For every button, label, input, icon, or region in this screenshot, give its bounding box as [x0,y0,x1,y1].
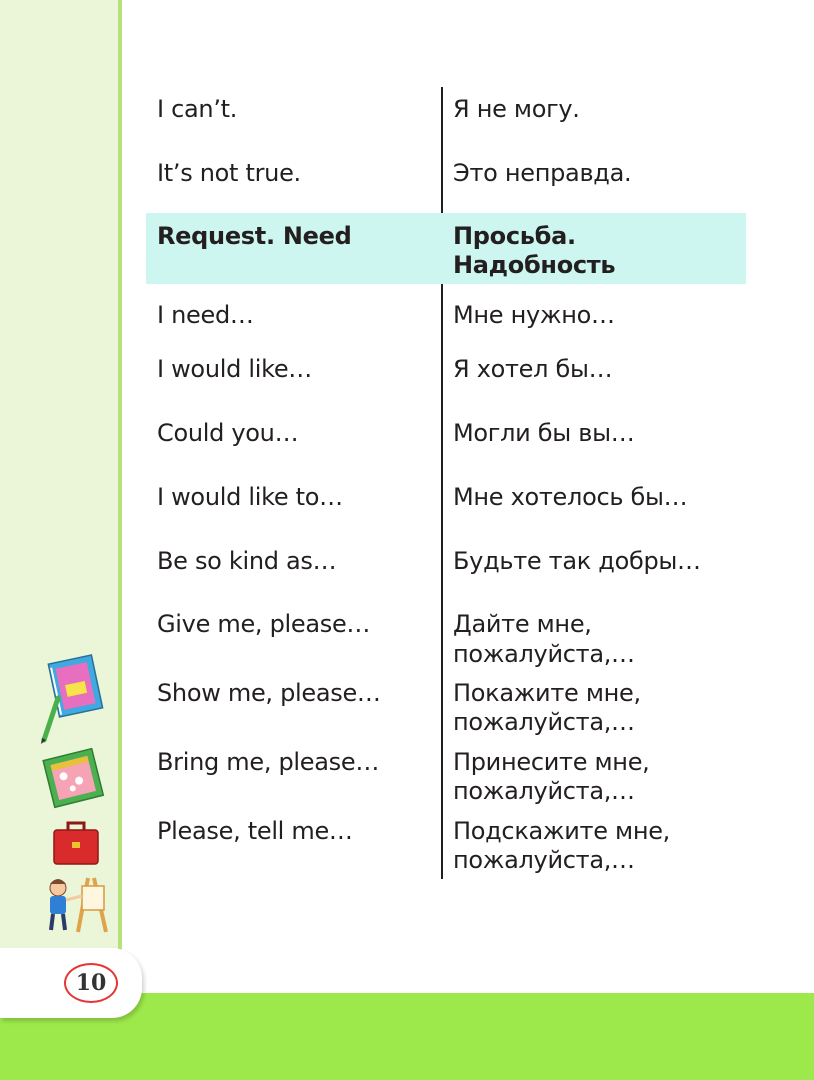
phrase-ru-line2: пожалуйста,… [453,708,635,736]
phrase-ru: Мне нужно… [453,301,615,329]
phrase-ru-line2: пожалуйста,… [453,846,635,874]
phrase-en: I can’t. [157,95,238,123]
section-title-ru-line2: Надобность [453,251,616,279]
phrase-ru: Мне хотелось бы… [453,483,688,511]
phrase-en: Be so kind as… [157,547,337,575]
phrase-en: I would like… [157,355,313,383]
phrase-en: Please, tell me… [157,817,353,845]
phrase-en: I need… [157,301,254,329]
phrase-ru: Я хотел бы… [453,355,613,383]
notebook-pencil-icon [36,654,106,744]
child-easel-icon [38,874,112,936]
briefcase-icon [46,814,106,870]
phrase-ru: Могли бы вы… [453,419,635,447]
phrase-en: Give me, please… [157,610,371,638]
phrase-ru-line1: Принесите мне, [453,748,650,776]
phrase-en: Bring me, please… [157,748,380,776]
side-margin-line [118,0,122,960]
phrase-ru: Будьте так добры… [453,547,701,575]
phrase-en: I would like to… [157,483,343,511]
section-title-ru-line1: Просьба. [453,222,576,250]
phrase-en: It’s not true. [157,159,301,187]
phrase-ru: Это неправда. [453,159,632,187]
phrase-ru-line2: пожалуйста,… [453,640,635,668]
section-title-en: Request. Need [157,222,352,250]
phrase-ru-line1: Подскажите мне, [453,817,671,845]
phrase-en: Show me, please… [157,679,381,707]
column-divider-bottom [441,284,443,879]
phrase-ru-line1: Дайте мне, [453,610,592,638]
phrase-ru-line1: Покажите мне, [453,679,641,707]
phrase-ru-line2: пожалуйста,… [453,777,635,805]
phrase-en: Could you… [157,419,299,447]
column-divider-top [441,87,443,213]
book-icon [38,744,108,810]
phrase-ru: Я не могу. [453,95,580,123]
page-number: 10 [64,963,118,1003]
